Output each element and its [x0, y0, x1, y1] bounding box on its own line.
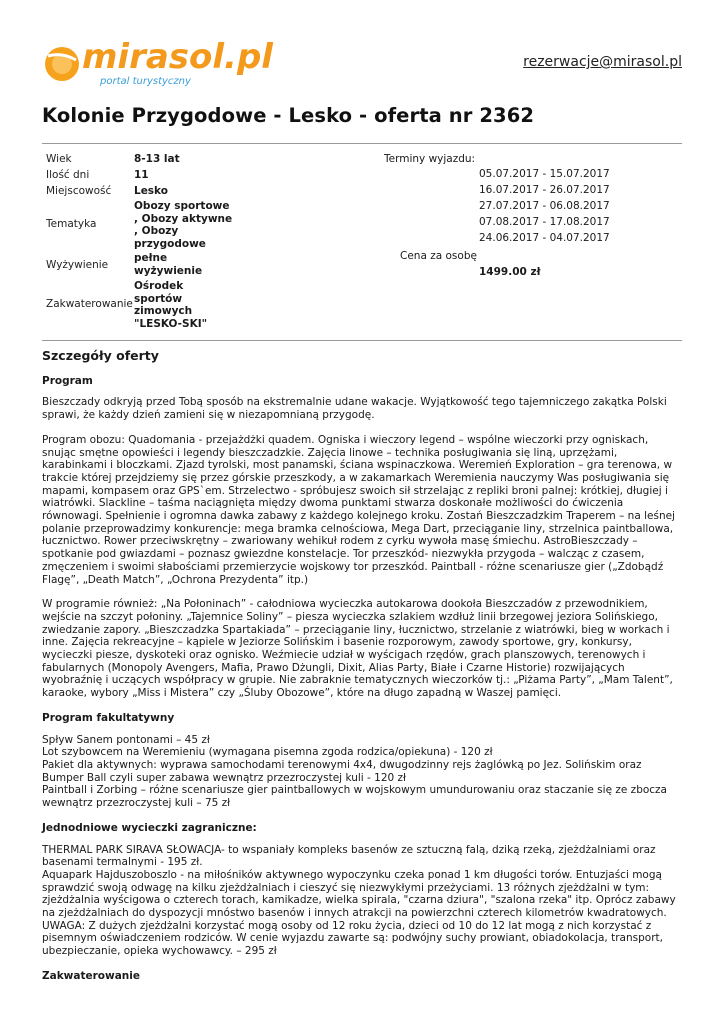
accom-line: sportów [134, 292, 183, 305]
accom-line: "LESKO-SKI" [134, 317, 208, 330]
program-intro: Bieszczady odkryją przed Tobą sposób na ekstremalnie udane wakacje. Wyjątkowość tego tajemniczego zakątka Polski sprawi, że każdy dzień zamieni się w niezapomnianą przygodę. [42, 396, 667, 422]
term-date: 24.06.2017 - 04.07.2017 [479, 232, 610, 244]
offer-details [42, 350, 682, 992]
age-value: 8-13 lat [134, 153, 180, 165]
term-date: 16.07.2017 - 26.07.2017 [479, 184, 610, 196]
optional-heading: Program fakultatywny [42, 711, 175, 724]
optional-item: Pakiet dla aktywnych: wyprawa samochodami terenowymi 4x4, dwugodzinny rejs żaglówką po Jez. Solińskim oraz Bumper Ball czyli super zabawa wewnątrz przezroczystej kuli - 120 zł [42, 758, 642, 784]
terms-label: Terminy wyjazdu: [384, 153, 476, 165]
trips-heading: Jednodniowe wycieczki zagraniczne: [42, 821, 257, 834]
term-date: 07.08.2017 - 17.08.2017 [479, 216, 610, 228]
theme-line: , Obozy [134, 225, 179, 237]
accom-line: Ośrodek [134, 280, 184, 292]
theme-line: , Obozy aktywne [134, 212, 233, 225]
trip-item: UWAGA: Z dużych zjeżdżalni korzystać mogą osoby od 12 roku życia, dzieci od 10 do 12 lat mogą z nich korzystać z pisemnym oświadczeniem rodziców. W cenie wyjazdu zawarte są: podwójny suchy prowiant, obiadokolacja, transport, ubezpieczanie, opieka wychowawcy. – 295 zł [42, 919, 663, 958]
term-date: 27.07.2017 - 06.08.2017 [479, 200, 610, 212]
food-label: Wyżywienie [46, 259, 109, 271]
place-value: Lesko [134, 185, 168, 197]
details-heading: Szczegóły oferty [42, 348, 159, 363]
logo-tagline: portal turystyczny [100, 76, 191, 87]
optional-item: Spływ Sanem pontonami – 45 zł [42, 733, 210, 746]
logo-text: mirasol.pl [82, 37, 273, 77]
optional-item: Lot szybowcem na Weremieniu (wymagana pisemna zgoda rodzica/opiekuna) - 120 zł [42, 746, 493, 759]
theme-line: przygodowe [134, 237, 206, 250]
food-value [134, 252, 244, 277]
price-label: Cena za osobę [400, 250, 477, 262]
offer-page [42, 0, 682, 982]
divider [42, 340, 682, 341]
email-link[interactable]: rezerwacje@mirasol.pl [523, 54, 682, 70]
trip-item: THERMAL PARK SIRAVA SŁOWACJA- to wspaniały kompleks basenów ze sztuczną falą, dziką rzeką, zjeżdżalniami oraz basenami termalnymi - 195 zł. [42, 843, 656, 869]
accom-line: zimowych [134, 305, 193, 317]
accom-label: Zakwaterowanie [46, 298, 133, 310]
accommodation-heading: Zakwaterowanie [42, 969, 140, 982]
program-heading: Program [42, 374, 93, 387]
days-value: 11 [134, 169, 149, 181]
optional-item: Paintball i Zorbing – różne scenariusze gier paintballowych w wojskowym umundurowaniu oraz staczanie się ze zbocza wewnątrz przezroczystej kuli – 75 zł [42, 784, 667, 810]
divider [42, 143, 682, 144]
optional-list [42, 734, 682, 810]
header [42, 0, 682, 100]
trips-list [42, 844, 682, 958]
program-main: Program obozu: Quadomania - przejażdżki quadem. Ogniska i wieczory legend – wspólne wieczorki przy ogniskach, snując smętne opowieści i legendy bieszczadzkie. Zajęcia linowe – technika posługiwania się liną, uprzężami, karabinkami i bloczkami. Zjazd tyrolski, most panamski, ściana wspinaczkowa. Weremień Exploration – gra terenowa, w trakcie której przejdziemy się przez górskie przeszkody, a w zakamarkach Weremienia nauczymy Was posługiwania się mapami, kompasem oraz GPS`em. Strzelectwo - spróbujesz swoich sił strzelając z repliki broni palnej: krótkiej, długiej i wiatrówki. Slackline – taśma naciągnięta między dwoma punktami stwarza doskonałe możliwości do ćwiczenia równowagi. Spełnienie i ogromna dawka zabawy z każdego kolejnego kroku. Zostań Bieszczadzkim Traperem – na leśnej polanie przeprowadzimy konkurencje: mega bramka celnościowa, Mega Dart, przeciąganie liny, strzelnica paintballowa, łucznictwo. Rower przeciwskrętny – zwariowany wehikuł rodem z cyrku wywoła masę śmiechu. AstroBieszczady – spotkanie pod gwiazdami – poznasz gwiezdne konstelacje. Tor przeszkód- niezwykła przygoda – walcząc z czasem, zmęczeniem i swoimi słabościami przemierzycie wojskowy tor przeszkód. Paintball - różne scenariusze gier („Zdobądź Flagę”, „Death Match”, „Ochrona Prezydenta” itp.) [42, 433, 675, 586]
program-extra: W programie również: „Na Połoninach” - całodniowa wycieczka autokarowa dookoła Bieszczadów z przewodnikiem, wejście na szczyt połoniny. „Tajemnice Soliny” – piesza wycieczka szlakiem wzdłuż linii brzegowej jeziora Solińskiego, zwiedzanie zapory. „Bieszczadzka Spartakiada” – przeciąganie liny, łucznictwo, strzelanie z wiatrówki, bieg w workach i inne. Zajęcia rekreacyjne – kąpiele w Jeziorze Solińskim i basenie rozporowym, zawody sportowe, gry, konkursy, wycieczki piesze, dyskoteki oraz ognisko. Weźmiecie udział w wyścigach rzędów, grach planszowych, terenowych i fabularnych (Monopoly Avengers, Mafia, Prawo Dżungli, Dixit, Alias Party, Białe i Czarne Historie) rozwijających wyobraźnię i uczących współpracy w grupie. Nie zabraknie tematycznych wieczorków tj.: „Piżama Party”, „Mam Talent”, karaoke, wybory „Miss i Mistera” czy „Śluby Obozowe”, które na długo zapadną w Waszej pamięci. [42, 598, 673, 700]
days-label: Ilość dni [46, 169, 90, 181]
food-line: pełne [134, 252, 168, 264]
theme-label: Tematyka [46, 218, 97, 230]
place-label: Miejscowość [46, 185, 112, 197]
page-title: Kolonie Przygodowe - Lesko - oferta nr 2362 [42, 104, 535, 127]
food-line: wyżywienie [134, 264, 203, 277]
theme-line: Obozy sportowe [134, 200, 230, 212]
accom-value [134, 280, 244, 330]
price-value: 1499.00 zł [479, 266, 541, 278]
mirasol-logo[interactable] [42, 34, 282, 94]
age-label: Wiek [46, 153, 72, 165]
theme-value [134, 200, 244, 250]
term-date: 05.07.2017 - 15.07.2017 [479, 168, 610, 180]
trip-item: Aquapark Hajduszoboszlo - na miłośników aktywnego wypoczynku czeka ponad 1 km długości torów. Entuzjaści mogą sprawdzić swoją odwagę na kilku zjeżdżalniach i cieszyć się niezwykłymi przeżyciami. 13 różnych zjeżdżalni w tym: zjeżdżalnia wyścigowa o czterech torach, kamikadze, wielka spirala, "czarna dziura", "szalona rzeka" itp. Oprócz zabawy na zjeżdżalniach do dyspozycji mnóstwo basenów i innych atrakcji na powierzchni czterech kilometrów kwadratowych. [42, 868, 676, 920]
